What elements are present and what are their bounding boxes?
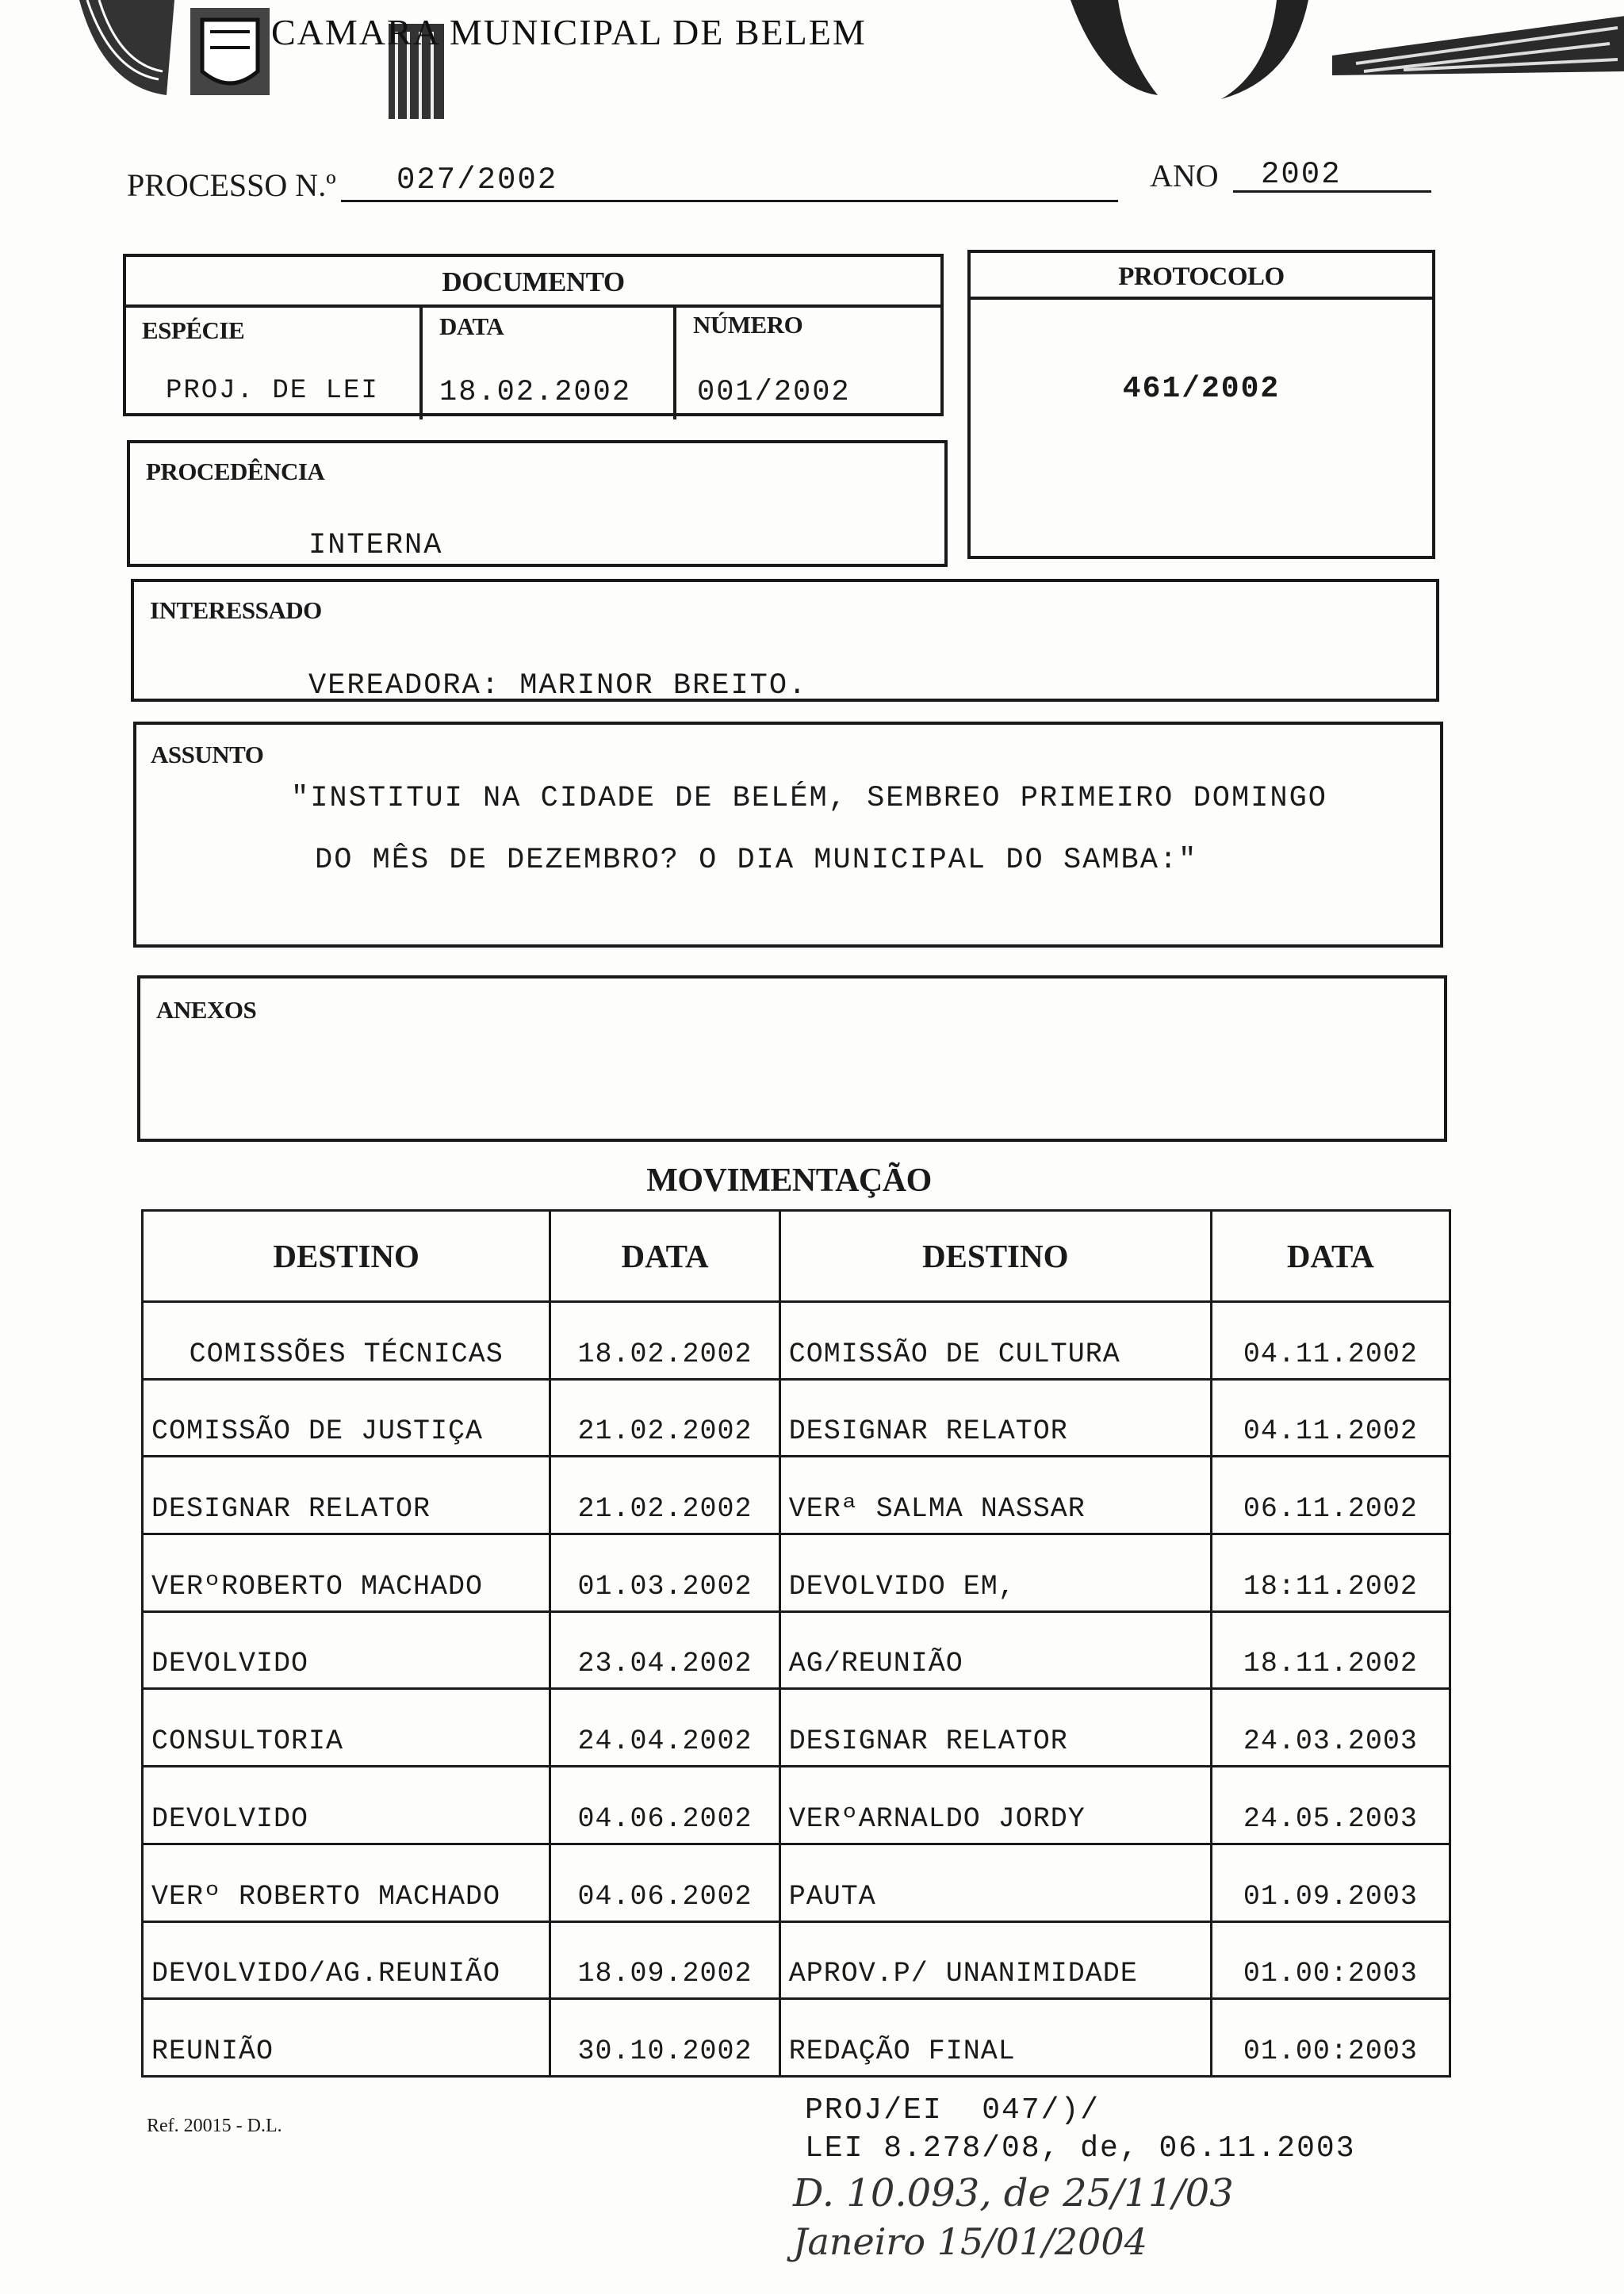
data-cell: 18.02.2002 <box>550 1302 779 1380</box>
destino-cell: DEVOLVIDO <box>143 1767 550 1844</box>
anexos-label: ANEXOS <box>156 996 257 1024</box>
table-row <box>143 1611 1450 1689</box>
data-cell: 21.02.2002 <box>550 1457 779 1534</box>
data-cell: 04.06.2002 <box>550 1844 779 1921</box>
anexos-box <box>137 975 1447 1142</box>
table-row <box>143 1689 1450 1767</box>
assunto-box <box>133 722 1443 948</box>
letterhead-ornament-icon <box>1071 0 1624 103</box>
destino-cell: APROV.P/ UNANIMIDADE <box>779 1921 1211 1999</box>
header-destino-2: DESTINO <box>779 1211 1211 1302</box>
table-row <box>143 1921 1450 1999</box>
interessado-label: INTERESSADO <box>150 596 322 624</box>
protocolo-divider <box>971 297 1432 300</box>
processo-number: 027/2002 <box>396 163 558 197</box>
table-row <box>143 1999 1450 2077</box>
destino-cell: DEVOLVIDO/AG.REUNIÃO <box>143 1921 550 1999</box>
destino-cell: CONSULTORIA <box>143 1689 550 1767</box>
destino-cell: COMISSÕES TÉCNICAS <box>143 1302 550 1380</box>
data-value: 18.02.2002 <box>439 376 632 409</box>
destino-cell: DEVOLVIDO <box>143 1611 550 1689</box>
data-cell: 21.02.2002 <box>550 1379 779 1457</box>
movimentacao-title: MOVIMENTAÇÃO <box>646 1162 932 1199</box>
especie-value: PROJ. DE LEI <box>166 376 379 406</box>
table-row <box>143 1534 1450 1612</box>
numero-value: 001/2002 <box>697 376 851 409</box>
letterhead <box>0 0 1624 119</box>
table-header-row <box>143 1211 1450 1302</box>
protocolo-title: PROTOCOLO <box>1118 262 1285 291</box>
table-row <box>143 1844 1450 1921</box>
destino-cell: DEVOLVIDO EM, <box>779 1534 1211 1612</box>
data-cell: 30.10.2002 <box>550 1999 779 2077</box>
destino-cell: COMISSÃO DE JUSTIÇA <box>143 1379 550 1457</box>
documento-col-divider-2 <box>673 304 676 419</box>
ano-label: ANO <box>1150 158 1219 193</box>
destino-cell: REUNIÃO <box>143 1999 550 2077</box>
destino-cell: VERº ROBERTO MACHADO <box>143 1844 550 1921</box>
data-cell: 18.09.2002 <box>550 1921 779 1999</box>
assunto-line-1: "INSTITUI NA CIDADE DE BELÉM, SEMBREO PRIMEIRO DOMINGO <box>291 782 1327 815</box>
data-cell: 24.04.2002 <box>550 1689 779 1767</box>
header-data-1: DATA <box>550 1211 779 1302</box>
table-row <box>143 1767 1450 1844</box>
data-cell: 18:11.2002 <box>1211 1534 1450 1612</box>
destino-cell: COMISSÃO DE CULTURA <box>779 1302 1211 1380</box>
interessado-box <box>131 579 1439 702</box>
numero-label: NÚMERO <box>693 311 803 339</box>
interessado-value: VEREADORA: MARINOR BREITO. <box>308 669 808 703</box>
footer-typed-line-1: PROJ/EI 047/)/ <box>805 2093 1101 2127</box>
destino-cell: DESIGNAR RELATOR <box>779 1689 1211 1767</box>
destino-cell: VERºROBERTO MACHADO <box>143 1534 550 1612</box>
footer-handwritten-line-2: Janeiro 15/01/2004 <box>793 2220 1147 2263</box>
data-cell: 04.11.2002 <box>1211 1379 1450 1457</box>
footer-typed-line-2: LEI 8.278/08, de, 06.11.2003 <box>805 2131 1356 2166</box>
data-cell: 04.11.2002 <box>1211 1302 1450 1380</box>
destino-cell: REDAÇÃO FINAL <box>779 1999 1211 2077</box>
assunto-line-2: DO MÊS DE DEZEMBRO? O DIA MUNICIPAL DO SAMBA:" <box>315 844 1198 877</box>
data-cell: 24.05.2003 <box>1211 1767 1450 1844</box>
data-cell: 04.06.2002 <box>550 1767 779 1844</box>
destino-cell: DESIGNAR RELATOR <box>779 1379 1211 1457</box>
data-cell: 23.04.2002 <box>550 1611 779 1689</box>
documento-col-divider-1 <box>419 304 423 419</box>
destino-cell: AG/REUNIÃO <box>779 1611 1211 1689</box>
data-cell: 24.03.2003 <box>1211 1689 1450 1767</box>
data-cell: 01.00:2003 <box>1211 1921 1450 1999</box>
assunto-label: ASSUNTO <box>151 741 264 768</box>
header-destino-1: DESTINO <box>143 1211 550 1302</box>
procedencia-label: PROCEDÊNCIA <box>146 458 325 485</box>
footer-ref: Ref. 20015 - D.L. <box>147 2116 282 2136</box>
data-cell: 06.11.2002 <box>1211 1457 1450 1534</box>
table-row <box>143 1457 1450 1534</box>
table-row <box>143 1379 1450 1457</box>
data-cell: 01.09.2003 <box>1211 1844 1450 1921</box>
documento-box <box>123 254 944 416</box>
documento-divider <box>126 304 940 308</box>
header-data-2: DATA <box>1211 1211 1450 1302</box>
data-cell: 01.00:2003 <box>1211 1999 1450 2077</box>
data-cell: 01.03.2002 <box>550 1534 779 1612</box>
destino-cell: PAUTA <box>779 1844 1211 1921</box>
procedencia-value: INTERNA <box>308 529 443 562</box>
destino-cell: DESIGNAR RELATOR <box>143 1457 550 1534</box>
destino-cell: VERª SALMA NASSAR <box>779 1457 1211 1534</box>
processo-label: PROCESSO N.º <box>127 167 336 203</box>
protocolo-value: 461/2002 <box>1122 372 1281 406</box>
protocolo-box <box>967 250 1435 559</box>
documento-title: DOCUMENTO <box>442 266 625 297</box>
footer-handwritten-line-1: D. 10.093, de 25/11/03 <box>793 2171 1234 2215</box>
data-cell: 18.11.2002 <box>1211 1611 1450 1689</box>
letterhead-title: CAMARA MUNICIPAL DE BELEM <box>271 12 867 52</box>
movimentacao-table-wrap <box>141 1209 1451 2078</box>
destino-cell: VERºARNALDO JORDY <box>779 1767 1211 1844</box>
procedencia-box <box>127 440 948 567</box>
movimentacao-table <box>141 1209 1451 2078</box>
ano-value: 2002 <box>1261 157 1342 192</box>
table-row <box>143 1302 1450 1380</box>
data-label: DATA <box>439 312 504 340</box>
especie-label: ESPÉCIE <box>142 316 245 344</box>
